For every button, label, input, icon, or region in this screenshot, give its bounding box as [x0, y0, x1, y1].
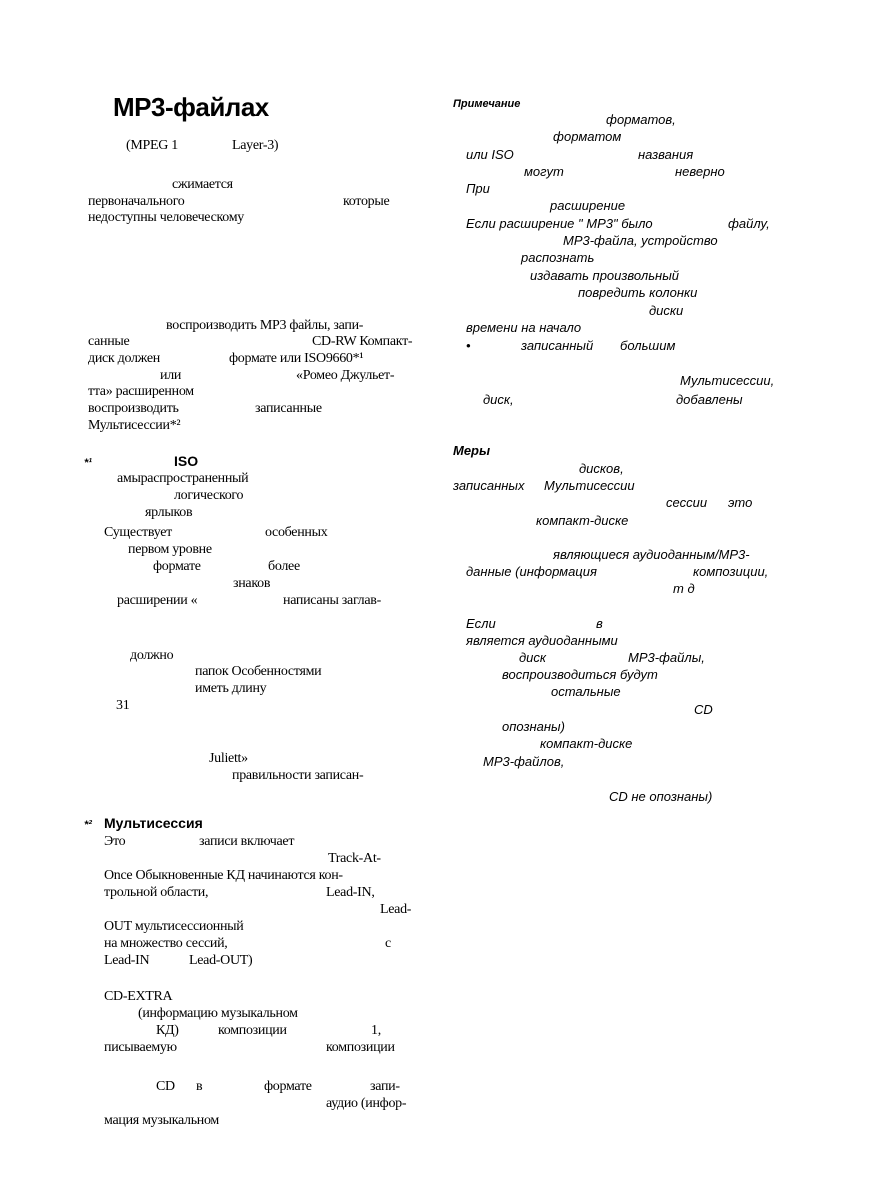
text-fragment: Juliett»: [209, 751, 248, 766]
text-fragment: т д: [673, 581, 695, 596]
text-fragment: остальные: [551, 684, 621, 699]
text-fragment: трольной области,: [104, 885, 209, 900]
text-fragment: MP3-файлов,: [483, 754, 565, 769]
text-fragment: 1,: [371, 1023, 381, 1038]
text-fragment: расширение: [550, 198, 626, 213]
footnote-marker: *²: [84, 819, 92, 831]
text-fragment: MP3-файла, устройство: [563, 233, 718, 248]
text-fragment: тта» расширенном: [88, 384, 194, 399]
text-fragment: При: [466, 181, 490, 196]
text-fragment: диск,: [483, 392, 514, 407]
text-fragment: Это: [104, 834, 126, 849]
text-fragment: записанные: [255, 401, 322, 416]
text-fragment: могут: [524, 164, 564, 179]
text-fragment: Мультисессии,: [680, 373, 775, 388]
footnote-marker: *¹: [84, 457, 92, 469]
text-fragment: неверно: [675, 164, 725, 179]
text-fragment: Track-At-: [328, 851, 381, 866]
text-fragment: знаков: [233, 576, 271, 591]
text-fragment: в: [196, 1079, 203, 1094]
text-fragment: MP3-файлы,: [628, 650, 705, 665]
text-fragment: запи-: [370, 1079, 400, 1094]
footnote-title: ISO: [174, 453, 199, 469]
text-fragment: форматом: [553, 129, 622, 144]
text-fragment: CD: [156, 1079, 175, 1094]
text-fragment: CD-RW Компакт-: [312, 334, 413, 349]
text-fragment: более: [268, 559, 300, 574]
text-fragment: композиции,: [693, 564, 769, 579]
text-fragment: в: [596, 616, 603, 631]
text-fragment: должно: [130, 648, 174, 663]
text-fragment: мация музыкальном: [104, 1113, 219, 1128]
text-fragment: издавать произвольный: [530, 268, 679, 283]
text-fragment: иметь длину: [195, 681, 267, 696]
measures-heading: Меры: [453, 443, 491, 458]
text-fragment: опознаны): [502, 719, 565, 734]
text-fragment: папок Особенностями: [195, 664, 322, 679]
text-fragment: особенных: [265, 525, 328, 540]
text-fragment: добавлены: [676, 392, 743, 407]
text-fragment: является аудиоданными: [466, 633, 618, 648]
text-fragment: или ISO: [466, 147, 514, 162]
text-fragment: расширении «: [117, 593, 198, 608]
text-fragment: на множество сессий,: [104, 936, 228, 951]
text-fragment: которые: [343, 194, 390, 209]
text-fragment: Layer-3): [232, 138, 279, 153]
text-fragment: аудио (инфор-: [326, 1096, 407, 1111]
text-fragment: являющиеся аудиоданным/MP3-: [553, 547, 750, 562]
text-fragment: CD не опознаны): [609, 789, 713, 804]
text-fragment: или: [160, 368, 182, 383]
text-fragment: названия: [638, 147, 694, 162]
text-fragment: 31: [116, 698, 130, 713]
text-fragment: композиции: [326, 1040, 395, 1055]
text-fragment: записанный: [521, 338, 594, 353]
text-fragment: (информацию музыкальном: [138, 1006, 298, 1021]
text-fragment: •: [466, 338, 471, 353]
text-fragment: записи включает: [199, 834, 295, 849]
text-fragment: компакт-диске: [540, 736, 633, 751]
text-fragment: первоначального: [88, 194, 185, 209]
text-fragment: формате: [264, 1079, 312, 1094]
text-fragment: распознать: [521, 250, 595, 265]
text-fragment: воспроизводиться будут: [502, 667, 658, 682]
text-fragment: форматов,: [606, 112, 676, 127]
text-fragment: диск должен: [88, 351, 160, 366]
text-fragment: времени на начало: [466, 320, 582, 335]
text-fragment: санные: [88, 334, 130, 349]
text-fragment: повредить колонки: [578, 285, 698, 300]
note-heading: Примечание: [453, 98, 521, 110]
text-fragment: (MPEG 1: [126, 138, 178, 153]
text-fragment: дисков,: [579, 461, 624, 476]
text-fragment: Once Обыкновенные КД начинаются кон-: [104, 868, 343, 883]
text-fragment: файлу,: [728, 216, 770, 231]
text-fragment: CD-EXTRA: [104, 989, 173, 1004]
text-fragment: записанных: [453, 478, 525, 493]
text-fragment: первом уровне: [128, 542, 212, 557]
text-fragment: писываемую: [104, 1040, 177, 1055]
page-title: MP3-файлах: [113, 92, 269, 122]
text-fragment: большим: [620, 338, 676, 353]
text-fragment: воспроизводить MP3 файлы, запи-: [166, 318, 364, 333]
text-fragment: написаны заглав-: [283, 593, 381, 608]
text-fragment: недоступны человеческому: [88, 210, 244, 225]
text-fragment: диск: [519, 650, 547, 665]
text-fragment: воспроизводить: [88, 401, 179, 416]
text-fragment: правильности записан-: [232, 768, 364, 783]
text-fragment: Lead-IN: [104, 953, 150, 968]
text-fragment: OUT мультисессионный: [104, 919, 244, 934]
text-fragment: Lead-OUT): [189, 953, 253, 968]
text-fragment: КД): [156, 1023, 179, 1038]
text-fragment: композиции: [218, 1023, 287, 1038]
text-fragment: формате: [153, 559, 201, 574]
text-fragment: Lead-IN,: [326, 885, 375, 900]
text-fragment: Мультисессии: [544, 478, 635, 493]
text-fragment: Lead-: [380, 902, 412, 917]
text-fragment: Существует: [104, 525, 172, 540]
text-fragment: с: [385, 936, 391, 951]
text-fragment: компакт-диске: [536, 513, 629, 528]
text-fragment: диски: [649, 303, 684, 318]
text-fragment: амыраспространенный: [117, 471, 249, 486]
footnote-title: Мультисессия: [104, 815, 203, 831]
text-fragment: сжимается: [172, 177, 233, 192]
text-fragment: ярлыков: [145, 505, 193, 520]
text-fragment: сессии: [666, 495, 708, 510]
text-fragment: логического: [174, 488, 244, 503]
text-fragment: CD: [694, 702, 713, 717]
text-fragment: формате или ISO9660*¹: [229, 351, 364, 366]
text-fragment: Мультисессии*²: [88, 418, 181, 433]
text-fragment: Если: [466, 616, 496, 631]
text-fragment: данные (информация: [466, 564, 597, 579]
text-fragment: это: [728, 495, 753, 510]
text-fragment: Если расширение " MP3" было: [466, 216, 653, 231]
text-fragment: «Ромео Джульет-: [296, 368, 395, 383]
